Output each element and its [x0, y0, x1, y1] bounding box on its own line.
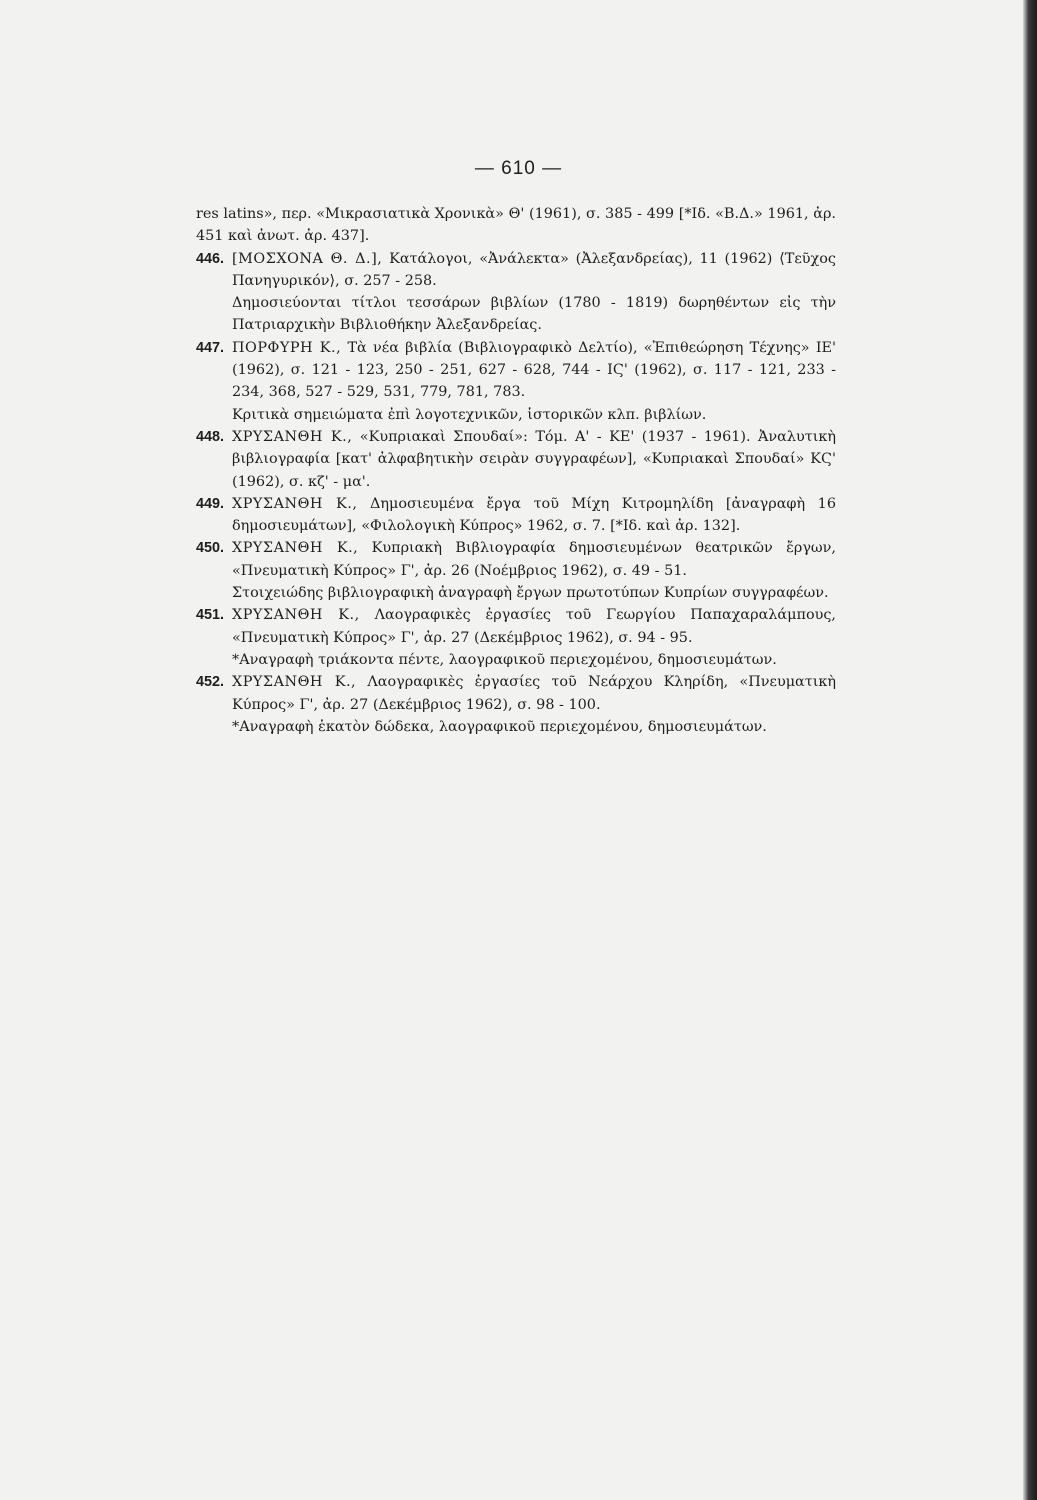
entry-note: *Αναγραφὴ ἑκατὸν δώδεκα, λαογραφικοῦ περιεχομένου, δημοσιευμάτων. — [232, 718, 767, 735]
entry-author: ΧΡΥΣΑΝΘΗ Κ., — [232, 674, 357, 691]
entry-text: Κατάλογοι, «Ἀνάλεκτα» (Ἀλεξανδρείας), 11 (1962) ⟨Τεῦχος Πανηγυρικόν⟩, σ. 257 - 258. — [232, 250, 836, 289]
entry-text: «Κυπριακαὶ Σπουδαί»: Τόμ. Α' - ΚΕ' (1937 - 1961). Ἀναλυτικὴ βιβλιογραφία [κατ' ἀλφαβητικὴν σειρὰν συγγραφέων], «Κυπριακαὶ Σπουδαί» ΚϚ' (1962), σ. κζ' - μα'. — [232, 428, 836, 490]
bibliography-entry-450 — [196, 537, 836, 582]
entry-number: 446. — [196, 250, 225, 267]
page-number: — 610 — — [474, 158, 563, 179]
entry-text: Τὰ νέα βιβλία (Βιβλιογραφικὸ Δελτίο), «Ἐπιθεώρηση Τέχνης» ΙΕ' (1962), σ. 121 - 123, 250 - 251, 627 - 628, 744 - ΙϚ' (1962), σ. 117 - 121, 233 - 234, 368, 527 - 529, 531, 779, 781, 783. — [232, 339, 836, 401]
page-edge-shadow — [1023, 0, 1037, 1500]
continuation-text: res latins», περ. «Μικρασιατικὰ Χρονικὰ» Θ' (1961), σ. 385 - 499 [*Ιδ. «Β.Δ.» 1961, ἀρ. 451 καὶ ἀνωτ. ἀρ. 437]. — [196, 206, 836, 245]
entry-number: 449. — [196, 495, 225, 512]
entry-text: Κυπριακὴ Βιβλιογραφία δημοσιευμένων θεατρικῶν ἔργων, «Πνευματικὴ Κύπρος» Γ', ἀρ. 26 (Νοέμβριος 1962), σ. 49 - 51. — [232, 540, 836, 579]
entry-text: Λαογραφικὲς ἐργασίες τοῦ Νεάρχου Κληρίδη, «Πνευματικὴ Κύπρος» Γ', ἀρ. 27 (Δεκέμβριος 1962), σ. 98 - 100. — [232, 674, 836, 713]
entry-author: ΠΟΡΦΥΡΗ Κ., — [232, 339, 342, 356]
bibliography-entry-447 — [196, 337, 836, 404]
entry-number: 450. — [196, 540, 225, 557]
entry-author: ΧΡΥΣΑΝΘΗ Κ., — [232, 428, 353, 445]
bibliography-entry-449 — [196, 493, 836, 538]
entry-number: 451. — [196, 607, 225, 624]
bibliography-entry-446 — [196, 248, 836, 293]
entry-author: ΧΡΥΣΑΝΘΗ Κ., — [232, 540, 359, 557]
entry-author: [ΜΟΣΧΟΝΑ Θ. Δ.], — [232, 250, 383, 267]
bibliography-entry-452 — [196, 671, 836, 716]
entry-text: Δημοσιευμένα ἔργα τοῦ Μίχη Κιτρομηλίδη [ἀναγραφὴ 16 δημοσιευμάτων], «Φιλολογικὴ Κύπρος» 1962, σ. 7. [*Ιδ. καὶ ἀρ. 132]. — [232, 495, 836, 535]
bibliography-entry-448 — [196, 426, 836, 493]
entry-author: ΧΡΥΣΑΝΘΗ Κ., — [232, 607, 360, 624]
entry-note: Στοιχειώδης βιβλιογραφικὴ ἀναγραφὴ ἔργων πρωτοτύπων Κυπρίων συγγραφέων. — [232, 585, 829, 602]
entry-text: Λαογραφικὲς ἐργασίες τοῦ Γεωργίου Παπαχαραλάμπους, «Πνευματικὴ Κύπρος» Γ', ἀρ. 27 (Δεκέμβριος 1962), σ. 94 - 95. — [232, 607, 836, 646]
entry-note: Δημοσιεύονται τίτλοι τεσσάρων βιβλίων (1780 - 1819) δωρηθέντων εἰς τὴν Πατριαρχικὴν Βιβλιοθήκην Ἀλεξανδρείας. — [232, 295, 836, 334]
bibliography-body — [196, 203, 836, 738]
entry-note: Κριτικὰ σημειώματα ἐπὶ λογοτεχνικῶν, ἱστορικῶν κλπ. βιβλίων. — [232, 406, 707, 423]
entry-note: *Αναγραφὴ τριάκοντα πέντε, λαογραφικοῦ περιεχομένου, δημοσιευμάτων. — [232, 651, 777, 668]
entry-number: 447. — [196, 339, 225, 356]
bibliography-entry-451 — [196, 604, 836, 649]
entry-author: ΧΡΥΣΑΝΘΗ Κ., — [232, 495, 358, 512]
entry-number: 452. — [196, 674, 225, 691]
entry-number: 448. — [196, 428, 225, 445]
